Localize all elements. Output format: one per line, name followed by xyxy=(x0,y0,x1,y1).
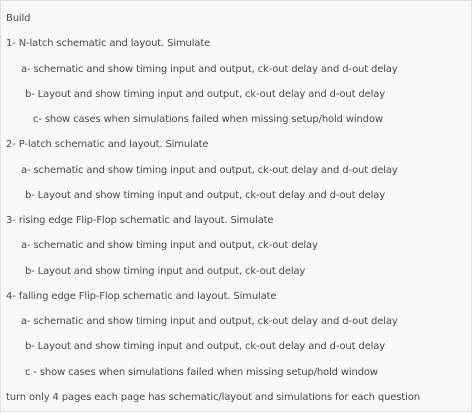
item-3-rising-edge-ff: 3- rising edge Flip-Flop schematic and layout. Simulate xyxy=(6,215,274,226)
item-3b-layout: b- Layout and show timing input and output, ck-out delay xyxy=(25,266,306,277)
item-2b-layout: b- Layout and show timing input and output, ck-out delay and d-out delay xyxy=(25,190,385,201)
item-1-n-latch: 1- N-latch schematic and layout. Simulate xyxy=(6,38,211,49)
item-1c-failure-cases: c- show cases when simulations failed when missing setup/hold window xyxy=(33,114,383,125)
heading-build: Build xyxy=(6,13,31,24)
item-4-falling-edge-ff: 4- falling edge Flip-Flop schematic and layout. Simulate xyxy=(6,291,277,302)
item-4b-layout: b- Layout and show timing input and output, ck-out delay and d-out delay xyxy=(25,341,385,352)
item-4c-failure-cases: c - show cases when simulations failed when missing setup/hold window xyxy=(25,367,378,378)
item-3a-schematic: a- schematic and show timing input and output, ck-out delay xyxy=(21,240,318,251)
item-2-p-latch: 2- P-latch schematic and layout. Simulate xyxy=(6,139,209,150)
item-2a-schematic: a- schematic and show timing input and output, ck-out delay and d-out delay xyxy=(21,165,398,176)
submission-note: turn only 4 pages each page has schematic/layout and simulations for each question xyxy=(6,392,420,403)
item-1a-schematic: a- schematic and show timing input and output, ck-out delay and d-out delay xyxy=(21,64,398,75)
item-1b-layout: b- Layout and show timing input and output, ck-out delay and d-out delay xyxy=(25,89,385,100)
item-4a-schematic: a- schematic and show timing input and output, ck-out delay and d-out delay xyxy=(21,316,398,327)
